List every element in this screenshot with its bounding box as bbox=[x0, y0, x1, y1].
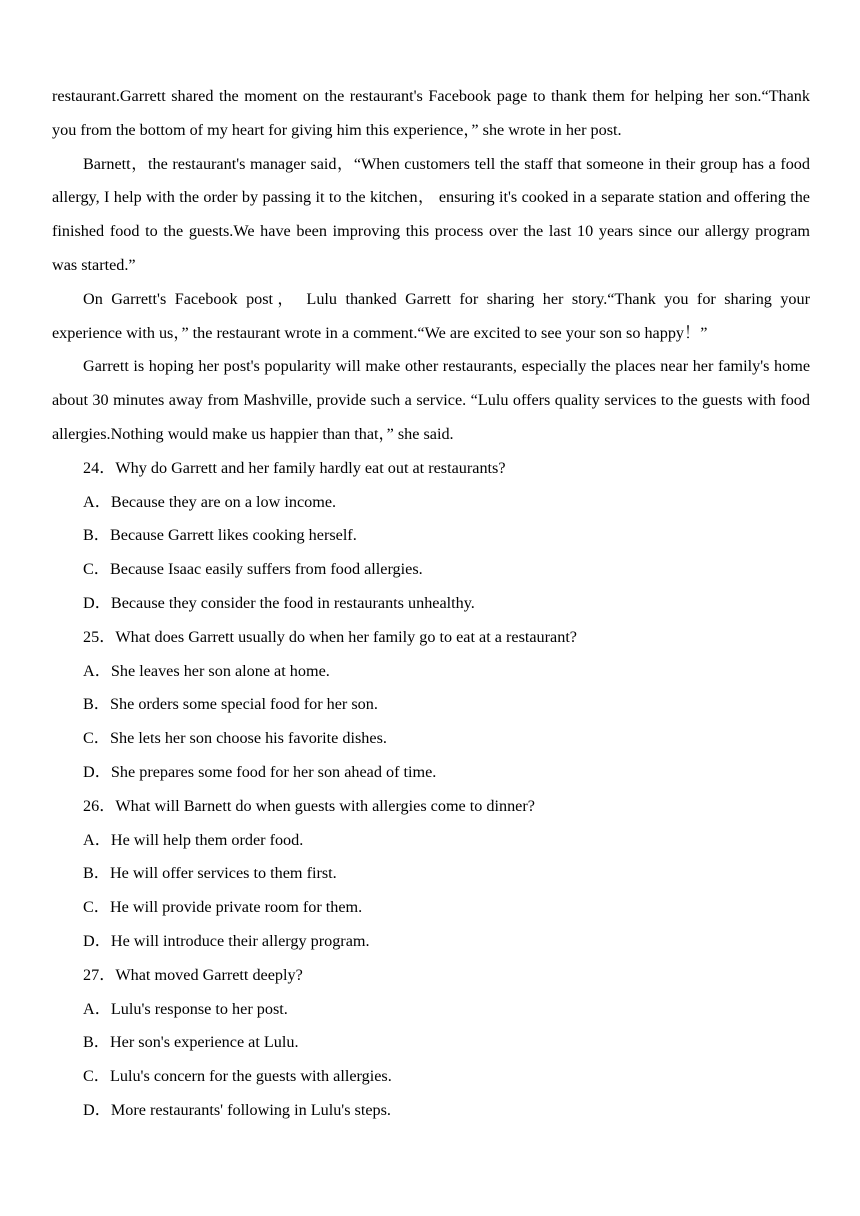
question-text: What will Barnett do when guests with allergies come to dinner? bbox=[115, 796, 535, 815]
question-stem bbox=[52, 621, 810, 655]
question-list bbox=[52, 452, 810, 1128]
answer-option bbox=[52, 655, 810, 689]
passage-paragraph: Garrett is hoping her post's popularity will make other restaurants, especially the places near her family's home about 30 minutes away from Mashville, provide such a service. “Lulu offers quality services to the guests with food allergies.Nothing would make us happier than that，” she said. bbox=[52, 357, 810, 443]
option-letter: C． bbox=[83, 560, 110, 579]
question-block bbox=[52, 790, 810, 959]
answer-option bbox=[52, 891, 810, 925]
question-text: What does Garrett usually do when her family go to eat at a restaurant? bbox=[115, 627, 577, 646]
option-letter: B． bbox=[83, 695, 110, 714]
answer-option bbox=[52, 857, 810, 891]
option-text: Because they consider the food in restaurants unhealthy. bbox=[110, 593, 475, 612]
question-text: What moved Garrett deeply? bbox=[115, 965, 303, 984]
option-letter: C． bbox=[83, 1067, 110, 1086]
option-letter: A． bbox=[83, 661, 111, 680]
passage-paragraph: Barnett，the restaurant's manager said，“When customers tell the staff that someone in their group has a food allergy, I help with the order by passing it to the kitchen， ensuring it's cooked in a separate station and offering the finished food to the guests.We have been improving this process over the last 10 years since our allergy program was started.” bbox=[52, 154, 810, 274]
option-letter: B． bbox=[83, 864, 110, 883]
option-text: She leaves her son alone at home. bbox=[110, 661, 330, 680]
reading-passage bbox=[52, 80, 810, 452]
option-text: Lulu's concern for the guests with allergies. bbox=[109, 1067, 392, 1086]
question-number: 25． bbox=[83, 627, 116, 646]
answer-option bbox=[52, 587, 810, 621]
answer-option bbox=[52, 1094, 810, 1128]
answer-option bbox=[52, 756, 810, 790]
option-letter: D． bbox=[83, 931, 111, 950]
answer-option bbox=[52, 722, 810, 756]
passage-paragraph: restaurant.Garrett shared the moment on the restaurant's Facebook page to thank them for helping her son.“Thank you from the bottom of my heart for giving him this experience，” she wrote in her post. bbox=[52, 87, 810, 139]
answer-option bbox=[52, 1060, 810, 1094]
option-letter: B． bbox=[83, 1033, 110, 1052]
option-text: He will introduce their allergy program. bbox=[110, 931, 370, 950]
option-text: He will help them order food. bbox=[110, 830, 304, 849]
option-text: He will provide private room for them. bbox=[109, 898, 363, 917]
document-page bbox=[52, 80, 810, 1128]
option-text: He will offer services to them first. bbox=[109, 864, 337, 883]
answer-option bbox=[52, 1026, 810, 1060]
option-text: Lulu's response to her post. bbox=[110, 999, 288, 1018]
question-stem bbox=[52, 790, 810, 824]
option-text: More restaurants' following in Lulu's steps. bbox=[110, 1100, 391, 1119]
option-letter: D． bbox=[83, 593, 111, 612]
option-text: She orders some special food for her son. bbox=[109, 695, 378, 714]
option-text: Because Isaac easily suffers from food allergies. bbox=[109, 560, 423, 579]
option-text: Because Garrett likes cooking herself. bbox=[109, 526, 357, 545]
question-number: 27． bbox=[83, 965, 116, 984]
option-text: Her son's experience at Lulu. bbox=[109, 1033, 299, 1052]
answer-option bbox=[52, 824, 810, 858]
question-stem bbox=[52, 959, 810, 993]
answer-option bbox=[52, 553, 810, 587]
option-text: She prepares some food for her son ahead of time. bbox=[110, 762, 437, 781]
question-block bbox=[52, 621, 810, 790]
answer-option bbox=[52, 993, 810, 1027]
answer-option bbox=[52, 925, 810, 959]
question-block bbox=[52, 959, 810, 1128]
option-letter: A． bbox=[83, 830, 111, 849]
option-letter: A． bbox=[83, 492, 111, 511]
question-block bbox=[52, 452, 810, 621]
answer-option bbox=[52, 688, 810, 722]
question-text: Why do Garrett and her family hardly eat out at restaurants? bbox=[115, 458, 506, 477]
question-number: 24． bbox=[83, 458, 116, 477]
option-letter: B． bbox=[83, 526, 110, 545]
option-text: She lets her son choose his favorite dishes. bbox=[109, 729, 387, 748]
answer-option bbox=[52, 519, 810, 553]
option-letter: A． bbox=[83, 999, 111, 1018]
answer-option bbox=[52, 486, 810, 520]
question-stem bbox=[52, 452, 810, 486]
option-letter: C． bbox=[83, 898, 110, 917]
option-letter: D． bbox=[83, 762, 111, 781]
question-number: 26． bbox=[83, 796, 116, 815]
passage-paragraph: On Garrett's Facebook post， Lulu thanked Garrett for sharing her story.“Thank you for sharing your experience with us，” the restaurant wrote in a comment.“We are excited to see your son so happy！” bbox=[52, 289, 810, 342]
option-letter: C． bbox=[83, 729, 110, 748]
option-letter: D． bbox=[83, 1100, 111, 1119]
option-text: Because they are on a low income. bbox=[110, 492, 337, 511]
